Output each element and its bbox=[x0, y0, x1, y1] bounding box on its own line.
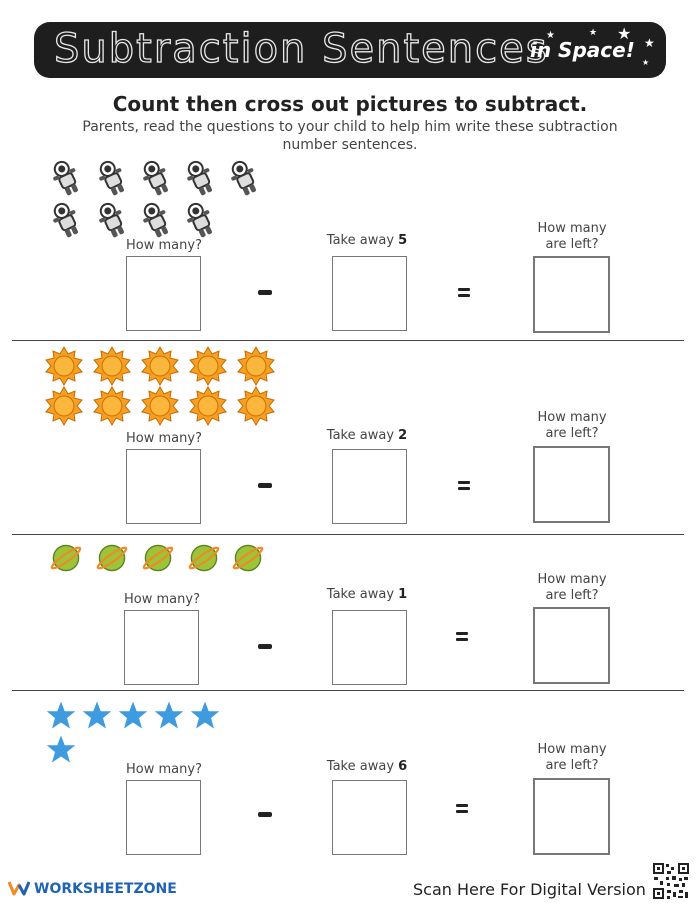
astronaut-icon bbox=[224, 158, 264, 198]
sun-icon bbox=[188, 346, 228, 386]
astronaut-icon bbox=[92, 158, 132, 198]
minus-sign bbox=[258, 483, 272, 488]
star-decoration-icon: ★ bbox=[644, 36, 655, 50]
page-heading: Count then cross out pictures to subtract. bbox=[112, 92, 588, 116]
divider bbox=[12, 340, 684, 341]
answer-box[interactable] bbox=[533, 446, 610, 523]
equals-sign bbox=[458, 481, 470, 490]
astronaut-icon bbox=[136, 200, 176, 240]
planet-icon bbox=[140, 540, 176, 576]
equals-sign bbox=[456, 804, 468, 813]
how-many-box[interactable] bbox=[126, 449, 201, 524]
worksheet-title: Subtraction Sentences bbox=[54, 26, 549, 72]
divider bbox=[12, 534, 684, 535]
minus-sign bbox=[258, 812, 272, 817]
planet-icon bbox=[186, 540, 222, 576]
picture-group bbox=[44, 346, 284, 426]
brand-name: WORKSHEETZONE bbox=[34, 881, 177, 897]
astronaut-icon bbox=[46, 200, 86, 240]
sun-icon bbox=[140, 386, 180, 426]
how-many-left-label: How many are left? bbox=[537, 742, 607, 773]
take-away-label: Take away 6 bbox=[326, 759, 408, 774]
how-many-box[interactable] bbox=[126, 780, 201, 855]
astronaut-icon bbox=[92, 200, 132, 240]
star-decoration-icon: ★ bbox=[589, 28, 598, 38]
sun-icon bbox=[92, 386, 132, 426]
sun-icon bbox=[44, 386, 84, 426]
star-icon bbox=[190, 700, 220, 730]
sun-icon bbox=[140, 346, 180, 386]
how-many-label: How many? bbox=[126, 431, 202, 446]
answer-box[interactable] bbox=[533, 607, 610, 684]
star-icon bbox=[46, 700, 76, 730]
how-many-left-label: How many are left? bbox=[537, 221, 607, 252]
picture-group bbox=[44, 158, 284, 238]
answer-box[interactable] bbox=[533, 778, 610, 855]
equals-sign bbox=[458, 288, 470, 297]
sun-icon bbox=[236, 386, 276, 426]
star-decoration-icon: ★ bbox=[617, 24, 632, 43]
divider bbox=[12, 690, 684, 691]
star-icon bbox=[46, 734, 76, 764]
instructions-text: Parents, read the questions to your child to help him write these subtraction number sentences. bbox=[82, 119, 618, 153]
brand-logo[interactable] bbox=[8, 880, 177, 897]
planet-icon bbox=[230, 540, 266, 576]
planet-icon bbox=[94, 540, 130, 576]
picture-group bbox=[44, 540, 284, 580]
star-icon bbox=[118, 700, 148, 730]
star-icon bbox=[154, 700, 184, 730]
sun-icon bbox=[92, 346, 132, 386]
title-banner bbox=[34, 22, 666, 78]
answer-box[interactable] bbox=[533, 256, 610, 333]
how-many-label: How many? bbox=[126, 238, 202, 253]
sun-icon bbox=[236, 346, 276, 386]
how-many-left-label: How many are left? bbox=[537, 410, 607, 441]
astronaut-icon bbox=[46, 158, 86, 198]
sun-icon bbox=[44, 346, 84, 386]
take-away-box[interactable] bbox=[332, 256, 407, 331]
worksheetzone-logo-icon bbox=[8, 880, 30, 896]
astronaut-icon bbox=[180, 200, 220, 240]
sun-icon bbox=[188, 386, 228, 426]
how-many-label: How many? bbox=[124, 592, 200, 607]
take-away-box[interactable] bbox=[332, 780, 407, 855]
take-away-label: Take away 5 bbox=[326, 233, 408, 248]
scan-text: Scan Here For Digital Version bbox=[413, 880, 646, 899]
star-decoration-icon: ★ bbox=[546, 30, 555, 41]
star-icon bbox=[82, 700, 112, 730]
planet-icon bbox=[48, 540, 84, 576]
equals-sign bbox=[456, 632, 468, 641]
astronaut-icon bbox=[180, 158, 220, 198]
how-many-label: How many? bbox=[126, 762, 202, 777]
take-away-label: Take away 2 bbox=[326, 428, 408, 443]
take-away-box[interactable] bbox=[332, 449, 407, 524]
star-decoration-icon: ★ bbox=[642, 58, 650, 67]
take-away-box[interactable] bbox=[332, 610, 407, 685]
picture-group bbox=[44, 700, 284, 764]
take-away-label: Take away 1 bbox=[326, 587, 408, 602]
worksheet-subtitle: in Space! bbox=[530, 38, 635, 62]
how-many-box[interactable] bbox=[124, 610, 199, 685]
astronaut-icon bbox=[136, 158, 176, 198]
how-many-box[interactable] bbox=[126, 256, 201, 331]
minus-sign bbox=[258, 644, 272, 649]
how-many-left-label: How many are left? bbox=[537, 572, 607, 603]
qr-code-icon[interactable] bbox=[652, 862, 690, 900]
minus-sign bbox=[258, 290, 272, 295]
